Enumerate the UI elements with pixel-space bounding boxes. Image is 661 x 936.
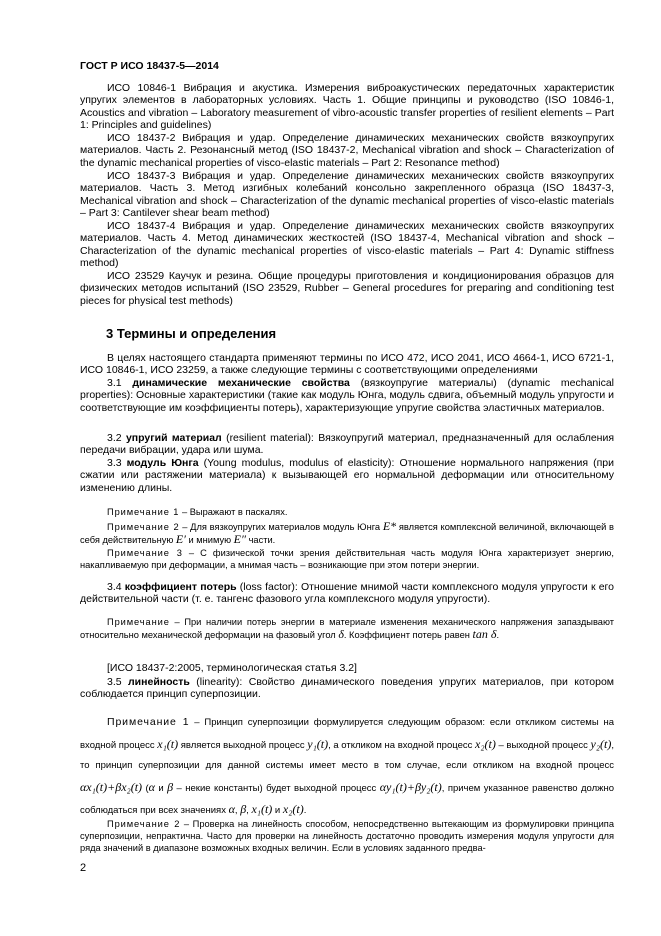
reference-iso-10846-1: ИСО 10846-1 Вибрация и акустика. Измерения виброакустических передаточных характеристик упругих элементов в лабораторных условиях. Часть 1. Общие принципы и руководство (ISO 10846-1, Acoustics and vibration – Laboratory measurement of vibro-acoustic transfer properties of resilient elements – Part 1: Principles and guidelines) (80, 82, 614, 132)
note-3-4: Примечание – При наличии потерь энергии в материале изменения механического напряжения запаздывают относительно механической деформации на фазовый угол δ. Коэффициент потерь равен tan δ. (80, 617, 614, 641)
section-title: 3 Термины и определения (106, 326, 277, 341)
formula-y2: y₂(t) (590, 736, 612, 751)
note-label: Примечание 1 (107, 716, 190, 728)
formula-alpha: α (148, 779, 155, 794)
term-definition: (resilient material): Вязкоупругий материал, предназначенный для ослабления передачи вибрации, удара или шума. (80, 432, 615, 457)
formula-tan-delta: tan δ (472, 627, 497, 641)
formula-e-star: E* (382, 519, 397, 533)
term-definition: (вязкоупругие материалы) (dynamic mechanical properties): Основные характеристики (такие как модуль Юнга, модуль сдвига, объемный модуль упругости и соответствующие им коэффициенты потерь), характеризующие упругие свойства эластичных материалов. (80, 377, 615, 414)
note-3-5-2 (80, 818, 614, 854)
formula-y1: y₁(t) (307, 736, 329, 751)
term-number: 3.1 (107, 377, 133, 389)
note-text: – Проверка на линейность способом, непосредственно вытекающим из формулировки принципа суперпозиции, непрактична. Часто для проверки на линейность достаточно проводить измерения модуля упругости для ряда значений в диапазоне возможных входных величин. Если в условиях заданного предва- (80, 819, 615, 853)
note-text: – Выражают в паскалях. (179, 507, 288, 517)
formula-beta: β (167, 779, 174, 794)
formula-delta: δ (338, 627, 344, 641)
term-name: коэффициент потерь (124, 581, 237, 593)
term-number: 3.3 (107, 457, 127, 469)
note-label: Примечание 2 (107, 819, 181, 829)
note-label: Примечание 3 (107, 548, 183, 558)
note-3-3-3 (80, 547, 614, 571)
reference-iso-18437-3: ИСО 18437-3 Вибрация и удар. Определение динамических механических свойств вязкоупругих материалов. Часть 3. Метод изгибных колебаний консольно закрепленного образца (ISO 18437-3, Mechanical vibration and shock – Characterization of the dynamic mechanical properties of visco-elastic materials – Part 3: Cantilever shear beam method) (80, 170, 614, 220)
term-number: 3.5 (107, 676, 129, 688)
note-3-5-1: Примечание 1 – Принцип суперпозиции формулируется следующим образом: если откликом системы на входной процесс x₁(t) является выходной процесс y₁(t), а откликом на входной процесс x₂(t) – выходной процесс y₂(t), то принцип суперпозиции для данной системы имеет место в том случае, если откликом на входной процесс αx₁(t)+βx₂(t) (α и β – некие константы) будет выходной процесс αy₁(t)+βy₂(t), причем указанное равенство должно соблюдаться при всех значениях α, β, x₁(t) и x₂(t). (80, 716, 615, 816)
formula-e-prime: E′ (175, 532, 186, 546)
term-source: [ИСО 18437-2:2005, терминологическая статья 3.2] (107, 662, 357, 674)
term-number: 3.2 (107, 432, 126, 444)
formula-x2: x₂(t) (282, 802, 304, 816)
term-definition: (linearity): Свойство динамического поведения упругих материалов, при котором соблюдается принцип суперпозиции. (80, 676, 615, 701)
term-3-5 (80, 676, 614, 701)
note-3-3-1 (80, 506, 614, 518)
reference-iso-23529: ИСО 23529 Каучук и резина. Общие процедуры приготовления и кондиционирования образцов для физических методов испытаний (ISO 23529, Rubber – General procedures for preparing and conditioning test pieces for physical test methods) (80, 270, 614, 307)
reference-iso-18437-4: ИСО 18437-4 Вибрация и удар. Определение динамических механических свойств вязкоупругих материалов. Часть 4. Метод динамических жесткостей (ISO 18437-4, Mechanical vibration and shock – Characterization of the dynamic mechanical properties of visco-elastic materials – Part 4: Dynamic stiffness method) (80, 220, 614, 270)
term-number: 3.4 (107, 581, 125, 593)
term-name: линейность (128, 676, 190, 688)
term-name: динамические механические свойства (132, 377, 350, 389)
term-3-3 (80, 457, 614, 494)
note-label: Примечание 2 (107, 522, 180, 532)
formula-beta: β (240, 802, 247, 816)
formula-alpha: α (228, 802, 235, 816)
term-3-1 (80, 377, 614, 414)
formula-x2: x₂(t) (475, 736, 496, 751)
term-definition: (Young modulus, modulus of elasticity): Отношение нормального напряжения (при сжатии или растяжении материала) к вызывающей его нормальной деформации или относительному изменению длины. (80, 457, 614, 494)
formula-x1: x₁(t) (157, 736, 179, 751)
section-intro: В целях настоящего стандарта применяют термины по ИСО 472, ИСО 2041, ИСО 4664-1, ИСО 6721-1, ИСО 10846-1, ИСО 23259, а также следующие термины с соответствующими определениями (80, 352, 614, 377)
note-3-3-2: Примечание 2 – Для вязкоупругих материалов модуль Юнга E* является комплексной величиной, включающей в себя действительную E′ и мнимую E″ части. (80, 519, 614, 546)
term-name: модуль Юнга (126, 457, 199, 469)
term-3-2 (80, 432, 614, 457)
document-header: ГОСТ Р ИСО 18437-5—2014 (80, 60, 219, 72)
formula-input-combination: αx₁(t)+βx₂(t) (80, 779, 143, 794)
formula-e-double-prime: E″ (233, 532, 246, 546)
note-label: Примечание (107, 617, 170, 627)
formula-x1: x₁(t) (251, 802, 273, 816)
term-definition: (loss factor): Отношение мнимой части комплексного модуля упругости к его действительной части (т. е. тангенс фазового угла комплексного модуля упругости). (80, 581, 614, 606)
page-number: 2 (80, 862, 87, 874)
formula-output-combination: αy₁(t)+βy₂(t) (379, 779, 442, 794)
term-name: упругий материал (125, 432, 222, 444)
note-text: – С физической точки зрения действительная часть модуля Юнга характеризует энергию, накапливаемую при деформации, а мнимая часть – возникающие при этом потери энергии. (80, 548, 614, 570)
reference-iso-18437-2: ИСО 18437-2 Вибрация и удар. Определение динамических механических свойств вязкоупругих материалов. Часть 2. Резонансный метод (ISO 18437-2, Mechanical vibration and shock – Characterization of the dynamic mechanical properties of visco-elastic materials – Part 2: Resonance method) (80, 132, 614, 169)
term-3-4 (80, 581, 614, 606)
note-label: Примечание 1 (107, 507, 180, 517)
